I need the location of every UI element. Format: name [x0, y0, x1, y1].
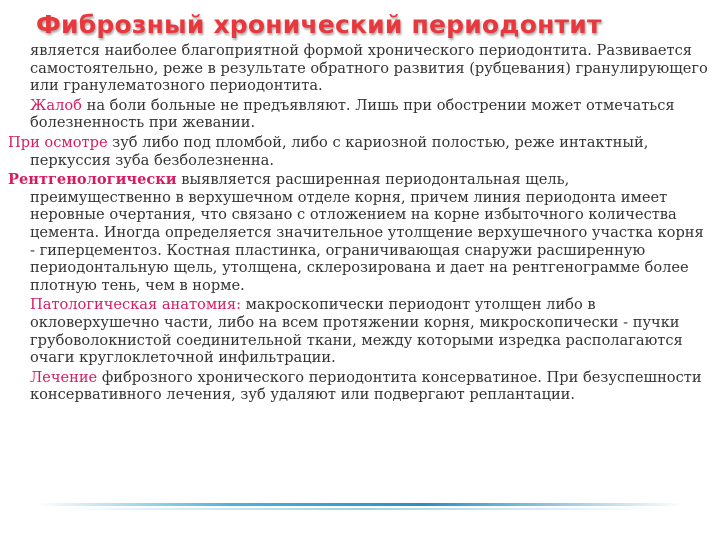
xray-text: выявляется расширенная периодонтальная щель, преимущественно в верхушечном отделе корня, причем линия периодонта имеет неровные очертания, что связано с отложением на корне избыточного количества цемента. Иногда определяется значительное утолщение верхушечного участка корня - гиперцементоз. Костная пластинка, ограничивающая снаружи расширенную периодонтальную щель, утолщена, склерозирована и дает на рентгенограмме более плотную тень, чем в норме.: [30, 171, 704, 294]
xray-keyword: Рентгенологически: [8, 171, 177, 189]
paragraph-exam: [8, 134, 708, 169]
slide-body: [8, 42, 708, 406]
paragraph-xray: [8, 171, 708, 294]
treatment-keyword: Лечение: [30, 368, 98, 386]
complaints-keyword: Жалоб: [30, 96, 82, 114]
treatment-text: фиброзного хронического периодонтита консерватиное. При безуспешности консервативного лечения, зуб удаляют или подвергают реплантации.: [30, 368, 702, 404]
paragraph-intro: [8, 42, 708, 95]
decorative-divider-shadow: [60, 508, 660, 510]
pathology-keyword: Патологическая анатомия:: [30, 296, 242, 314]
paragraph-pathology: [8, 296, 708, 366]
slide-title: Фиброзный хронический периодонтит: [36, 10, 602, 39]
pathology-text: макроскопически периодонт утолщен либо в окловерхушечно части, либо на всем протяжении корня, микроскопически - пучки грубоволокнистой соединительной ткани, между которыми изредка располагаются очаги круглоклеточной инфильтрации.: [30, 296, 683, 367]
complaints-text: на боли больные не предъявляют. Лишь при обострении может отмечаться болезненность при жевании.: [30, 96, 675, 132]
paragraph-complaints: [8, 97, 708, 132]
intro-text: является наиболее благоприятной формой хронического периодонтита. Развивается самостоятельно, реже в результате обратного развития (рубцевания) гранулирующего или гранулематозного периодонтита.: [30, 42, 708, 95]
decorative-divider: [36, 503, 684, 506]
exam-text: зуб либо под пломбой, либо с кариозной полостью, реже интактный, перкуссия зуба безболезненна.: [30, 133, 649, 169]
paragraph-treatment: [8, 369, 708, 404]
exam-keyword: При осмотре: [8, 133, 108, 151]
